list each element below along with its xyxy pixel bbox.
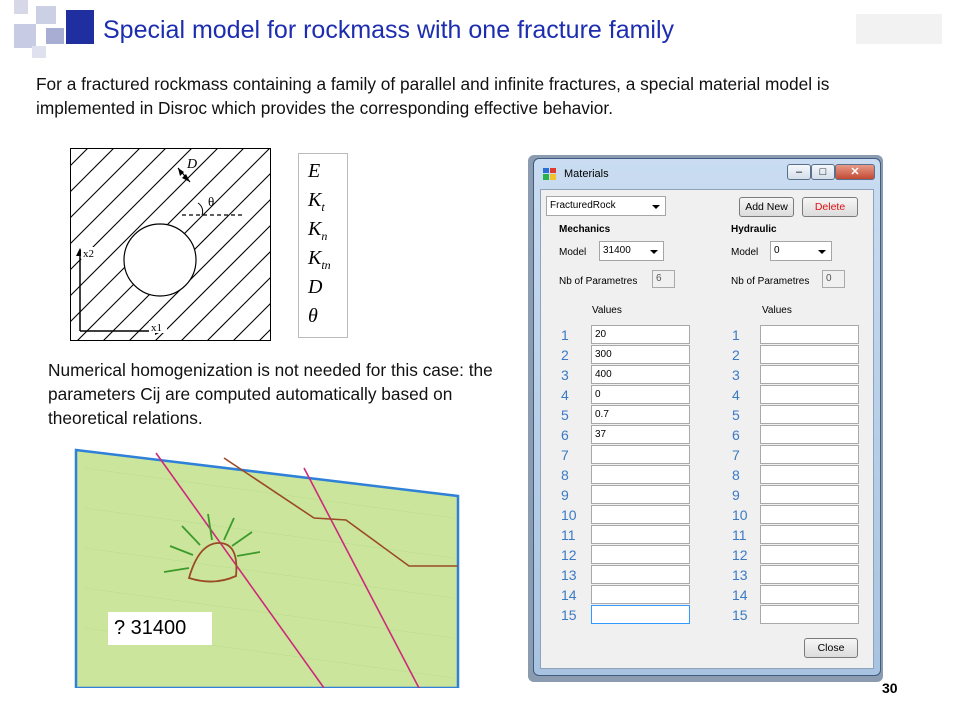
mechanics-value-field[interactable]: 400 [591, 365, 690, 384]
hydraulic-row-number: 15 [732, 607, 748, 623]
hydraulic-row-number: 9 [732, 487, 740, 503]
hydraulic-value-field[interactable] [760, 345, 859, 364]
close-window-button[interactable] [835, 164, 875, 180]
page-number: 30 [882, 680, 898, 696]
hydraulic-row-number: 5 [732, 407, 740, 423]
app-icon [543, 168, 556, 180]
parameter-symbol: D [308, 276, 323, 298]
mechanics-row-number: 4 [561, 387, 569, 403]
mechanics-row-number: 9 [561, 487, 569, 503]
hydraulic-row-number: 7 [732, 447, 740, 463]
chevron-down-icon [650, 250, 658, 254]
mechanics-value-field[interactable]: 0.7 [591, 405, 690, 424]
mechanics-heading: Mechanics [559, 224, 611, 235]
parameter-symbol: $K_t$ [308, 189, 325, 214]
mechanics-value-field[interactable] [591, 585, 690, 604]
mechanics-row-number: 1 [561, 327, 569, 343]
hydraulic-value-field[interactable] [760, 445, 859, 464]
hydraulic-row-number: 3 [732, 367, 740, 383]
hydraulic-value-field[interactable] [760, 325, 859, 344]
maximize-icon: □ [819, 166, 827, 178]
hydraulic-row-number: 6 [732, 427, 740, 443]
hydraulic-row-number: 1 [732, 327, 740, 343]
sketch-model-label: ? 31400 [108, 612, 212, 645]
mechanics-row-number: 8 [561, 467, 569, 483]
fracture-family-diagram [70, 148, 275, 343]
hydraulic-value-field[interactable] [760, 405, 859, 424]
hydraulic-value-field[interactable] [760, 605, 859, 624]
hydraulic-nb-label: Nb of Parametres [731, 276, 810, 287]
hydraulic-row-number: 4 [732, 387, 740, 403]
hydraulic-value-field[interactable] [760, 465, 859, 484]
add-new-button[interactable]: Add New [739, 197, 794, 217]
parameter-symbol: $K_n$ [308, 218, 328, 243]
maximize-button[interactable] [811, 164, 835, 180]
mechanics-row-number: 6 [561, 427, 569, 443]
chevron-down-icon [818, 250, 826, 254]
mechanics-model-select[interactable] [599, 241, 664, 261]
chevron-down-icon [652, 205, 660, 209]
mechanics-row-number: 5 [561, 407, 569, 423]
parameter-symbol: θ [308, 305, 318, 327]
close-button[interactable]: Close [804, 638, 858, 658]
logo-placeholder [856, 14, 942, 44]
axis-x2-label: x2 [83, 248, 94, 260]
hydraulic-model-label: Model [731, 247, 759, 258]
delete-button[interactable]: Delete [802, 197, 858, 217]
hydraulic-row-number: 13 [732, 567, 748, 583]
parameter-symbol: E [308, 160, 321, 182]
axis-x1-label: x1 [151, 322, 162, 334]
mechanics-row-number: 14 [561, 587, 577, 603]
mechanics-value-field[interactable] [591, 605, 690, 624]
hydraulic-value-field[interactable] [760, 565, 859, 584]
intro-text: For a fractured rockmass containing a family of parallel and infinite fractures, a special material model is implemented in Disroc which provides the corresponding effective behavior. [36, 74, 830, 118]
hydraulic-value-field[interactable] [760, 545, 859, 564]
material-select[interactable] [546, 196, 666, 216]
homogenization-note: Numerical homogenization is not needed for this case: the parameters Cij are computed automatically based on theoretical relations. [48, 360, 493, 428]
mechanics-value-field[interactable]: 0 [591, 385, 690, 404]
hydraulic-row-number: 14 [732, 587, 748, 603]
material-select-value: FracturedRock [550, 200, 616, 211]
mechanics-value-field[interactable] [591, 545, 690, 564]
hydraulic-row-number: 12 [732, 547, 748, 563]
hydraulic-value-field[interactable] [760, 425, 859, 444]
hydraulic-value-field[interactable] [760, 385, 859, 404]
mechanics-value-field[interactable] [591, 485, 690, 504]
mechanics-value-field[interactable]: 37 [591, 425, 690, 444]
mechanics-model-label: Model [559, 247, 587, 258]
spacing-label: D [187, 157, 198, 172]
hydraulic-row-number: 10 [732, 507, 748, 523]
minimize-icon: – [795, 166, 803, 178]
angle-label: θ [208, 194, 215, 209]
hydraulic-value-field[interactable] [760, 365, 859, 384]
hydraulic-model-value: 0 [774, 245, 780, 256]
mechanics-value-field[interactable] [591, 445, 690, 464]
hydraulic-value-field[interactable] [760, 505, 859, 524]
hydraulic-heading: Hydraulic [731, 224, 777, 235]
mechanics-row-number: 2 [561, 347, 569, 363]
mechanics-row-number: 3 [561, 367, 569, 383]
hydraulic-nb-field: 0 [822, 270, 845, 288]
mechanics-values-label: Values [592, 305, 622, 316]
mechanics-row-number: 13 [561, 567, 577, 583]
parameter-symbol: $K_{tn}$ [308, 247, 331, 272]
window-title: Materials [564, 168, 609, 180]
hydraulic-row-number: 8 [732, 467, 740, 483]
parameter-list [298, 153, 348, 338]
hydraulic-model-select[interactable] [770, 241, 832, 261]
hydraulic-row-number: 11 [732, 527, 747, 543]
hydraulic-value-field[interactable] [760, 525, 859, 544]
corner-decoration [6, 0, 96, 60]
mechanics-nb-label: Nb of Parametres [559, 276, 638, 287]
close-icon: ✕ [850, 166, 860, 178]
hydraulic-row-number: 2 [732, 347, 740, 363]
hydraulic-value-field[interactable] [760, 485, 859, 504]
window-client-area [540, 189, 874, 669]
mechanics-row-number: 15 [561, 607, 577, 623]
rockmass-sketch [74, 448, 464, 688]
hydraulic-values-label: Values [762, 305, 792, 316]
mechanics-value-field[interactable] [591, 525, 690, 544]
mechanics-value-field[interactable] [591, 565, 690, 584]
mechanics-value-field[interactable]: 20 [591, 325, 690, 344]
slide-title: Special model for rockmass with one fracture family [103, 16, 675, 44]
mechanics-value-field[interactable] [591, 505, 690, 524]
mechanics-value-field[interactable] [591, 465, 690, 484]
mechanics-row-number: 12 [561, 547, 577, 563]
mechanics-row-number: 11 [561, 527, 576, 543]
mechanics-value-field[interactable]: 300 [591, 345, 690, 364]
mechanics-model-value: 31400 [603, 245, 631, 256]
hydraulic-value-field[interactable] [760, 585, 859, 604]
circular-opening [124, 224, 196, 296]
mechanics-row-number: 7 [561, 447, 569, 463]
mechanics-row-number: 10 [561, 507, 577, 523]
minimize-button[interactable] [787, 164, 811, 180]
mechanics-nb-field: 6 [652, 270, 675, 288]
materials-window [533, 158, 881, 676]
